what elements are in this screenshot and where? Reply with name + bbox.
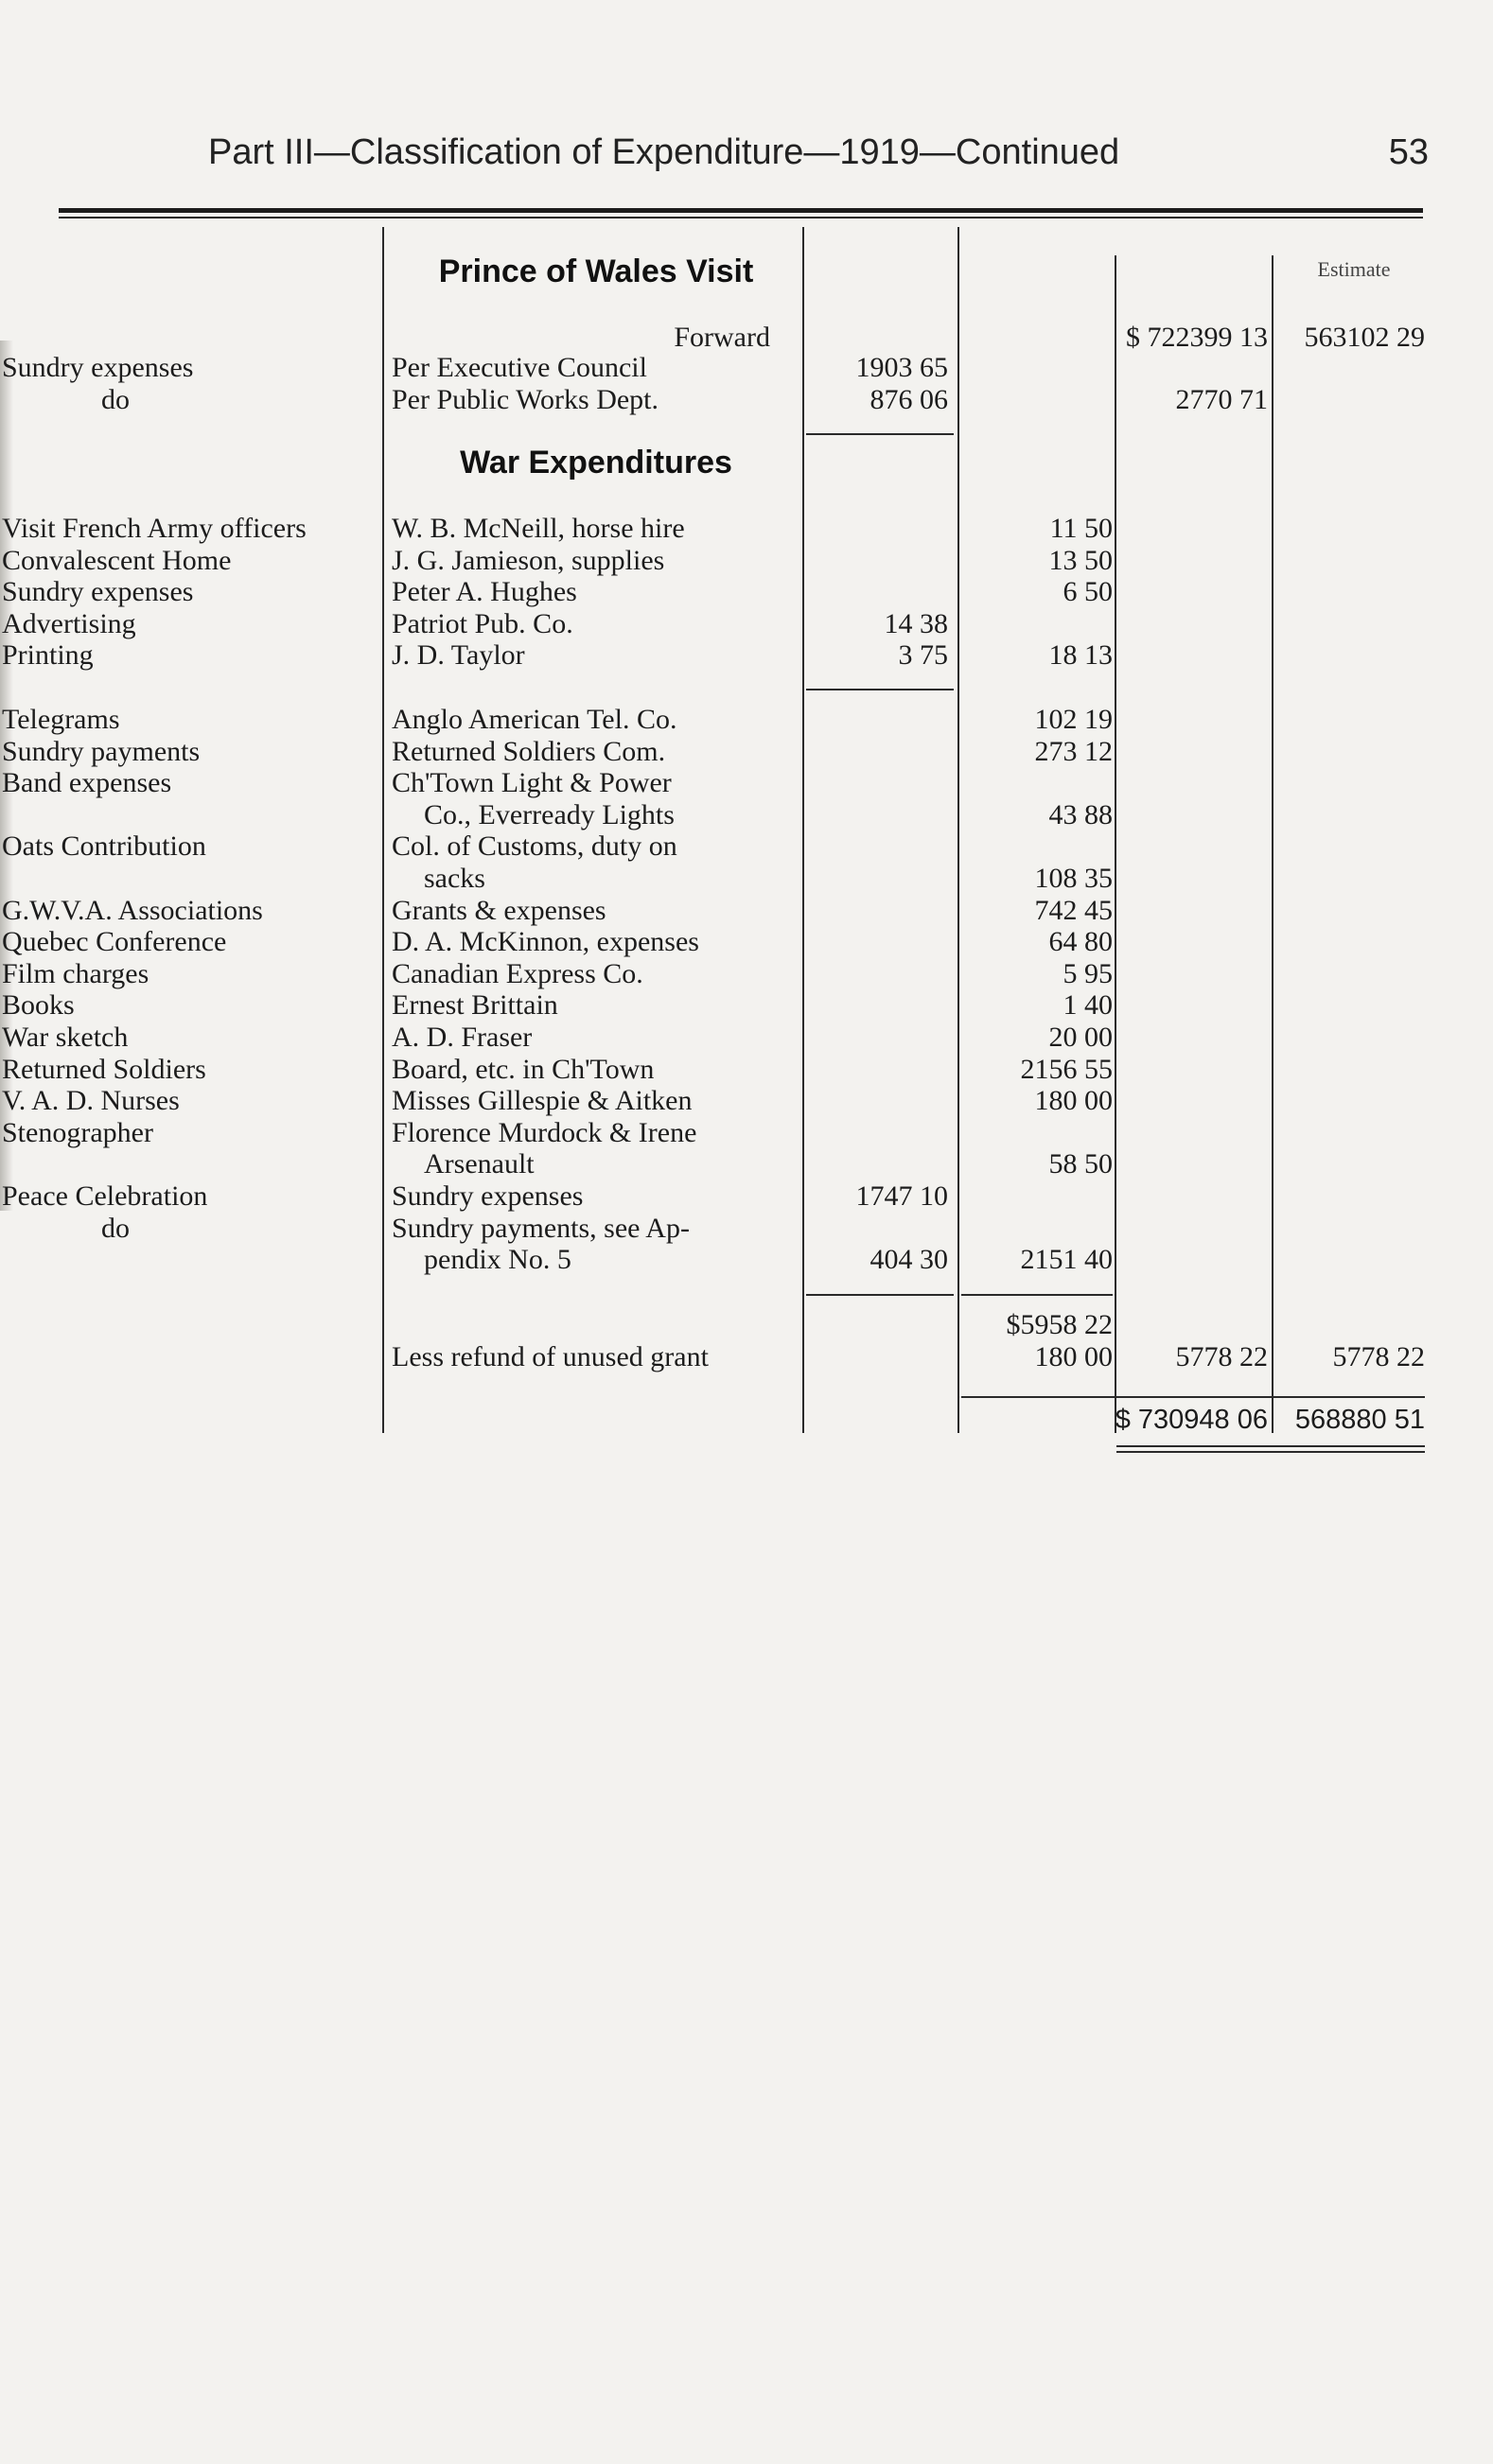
row-label: War sketch <box>2 1022 129 1053</box>
row-label: Quebec Conference <box>2 926 227 957</box>
row-description: Ch'Town Light & Power <box>392 767 672 798</box>
row-description: Sundry payments, see Ap- <box>392 1213 690 1244</box>
amount-col1: 1903 65 <box>855 352 948 383</box>
row-description: sacks <box>424 863 485 894</box>
page-title: Part III—Classification of Expenditure—1919—Continued <box>208 132 1120 172</box>
page-number: 53 <box>1388 132 1429 172</box>
estimate-column-header: Estimate <box>1317 257 1391 281</box>
row-description: Misses Gillespie & Aitken <box>392 1085 693 1116</box>
amount-col2: 108 35 <box>1034 863 1113 894</box>
amount-col2: 18 13 <box>1048 639 1113 671</box>
amount-col2: 1 40 <box>1063 989 1113 1021</box>
amount-col2: 273 12 <box>1034 736 1113 767</box>
row-description: Sundry expenses <box>392 1180 584 1212</box>
amount-col2: 58 50 <box>1048 1148 1113 1180</box>
amount-col2: 13 50 <box>1048 545 1113 576</box>
row-description: J. D. Taylor <box>392 639 525 671</box>
amount-col4: 563102 29 <box>1304 322 1425 353</box>
row-description: Returned Soldiers Com. <box>392 736 666 767</box>
row-label: do <box>101 1213 130 1244</box>
row-description: pendix No. 5 <box>424 1244 571 1275</box>
row-label: V. A. D. Nurses <box>2 1085 180 1116</box>
grand-total-estimate: 568880 51 <box>1294 1405 1425 1435</box>
column-rule <box>1115 255 1116 1433</box>
row-label: do <box>101 384 130 415</box>
amount-col2: 64 80 <box>1048 926 1113 957</box>
net-amount: 5778 22 <box>1175 1341 1268 1372</box>
amount-col2: 180 00 <box>1034 1085 1113 1116</box>
amount-col2: 20 00 <box>1048 1022 1113 1053</box>
row-label: Sundry expenses <box>2 352 194 383</box>
amount-col2: 11 50 <box>1049 513 1113 544</box>
amount-col2: 102 19 <box>1034 704 1113 735</box>
grand-total: $ 730948 06 <box>1115 1405 1268 1435</box>
amount-col2: 5 95 <box>1063 958 1113 989</box>
amount-col2: 742 45 <box>1034 895 1113 926</box>
row-label: Peace Celebration <box>2 1180 208 1212</box>
row-description: Anglo American Tel. Co. <box>392 704 677 735</box>
refund-amount: 180 00 <box>1034 1341 1113 1372</box>
row-description: Peter A. Hughes <box>392 576 577 607</box>
total-rule <box>961 1396 1425 1398</box>
amount-col3: 2770 71 <box>1175 384 1268 415</box>
amount-col2: 2151 40 <box>1020 1244 1113 1275</box>
section-heading-war-expenditures: War Expenditures <box>460 445 732 481</box>
row-label: Convalescent Home <box>2 545 232 576</box>
column-rule <box>957 227 959 1433</box>
header-rule-thin <box>59 217 1423 218</box>
row-description: Col. of Customs, duty on <box>392 830 677 862</box>
subtotal-amount: $5958 22 <box>1006 1309 1113 1340</box>
row-description: A. D. Fraser <box>392 1022 533 1053</box>
amount-col1: 14 38 <box>884 608 948 639</box>
header-rule-thick <box>59 208 1423 213</box>
row-label: Advertising <box>2 608 136 639</box>
row-label: Stenographer <box>2 1117 153 1148</box>
row-label: G.W.V.A. Associations <box>2 895 263 926</box>
row-label: Sundry payments <box>2 736 201 767</box>
row-description: Arsenault <box>424 1148 535 1180</box>
amount-col1: 3 75 <box>898 639 948 671</box>
row-label: Band expenses <box>2 767 172 798</box>
row-description: Per Public Works Dept. <box>392 384 659 415</box>
amount-col3: $ 722399 13 <box>1126 322 1268 353</box>
row-description: Per Executive Council <box>392 352 647 383</box>
column-rule <box>1272 255 1273 1433</box>
row-description: J. G. Jamieson, supplies <box>392 545 665 576</box>
section-heading-prince-of-wales: Prince of Wales Visit <box>438 253 754 289</box>
amount-col1: 404 30 <box>869 1244 948 1275</box>
row-description: Board, etc. in Ch'Town <box>392 1054 655 1085</box>
row-description: Florence Murdock & Irene <box>392 1117 697 1148</box>
row-description: Ernest Brittain <box>392 989 558 1021</box>
amount-col1: 876 06 <box>869 384 948 415</box>
row-label: Books <box>2 989 75 1021</box>
row-label: Returned Soldiers <box>2 1054 206 1085</box>
subtotal-rule <box>806 433 954 435</box>
row-description: Patriot Pub. Co. <box>392 608 573 639</box>
subtotal-rule <box>806 689 954 690</box>
amount-col2: 2156 55 <box>1020 1054 1113 1085</box>
row-description: Canadian Express Co. <box>392 958 643 989</box>
amount-col1: 1747 10 <box>855 1180 948 1212</box>
column-rule <box>802 227 804 1433</box>
subtotal-rule <box>806 1294 954 1296</box>
amount-col2: 6 50 <box>1063 576 1113 607</box>
row-description: D. A. McKinnon, expenses <box>392 926 699 957</box>
net-estimate: 5778 22 <box>1332 1341 1425 1372</box>
row-label: Oats Contribution <box>2 830 206 862</box>
row-label: Telegrams <box>2 704 120 735</box>
row-label: Film charges <box>2 958 149 989</box>
row-description: Grants & expenses <box>392 895 606 926</box>
row-description: Co., Everready Lights <box>424 799 675 830</box>
row-label: Sundry expenses <box>2 576 194 607</box>
row-description: W. B. McNeill, horse hire <box>392 513 685 544</box>
row-label: Visit French Army officers <box>2 513 307 544</box>
column-rule <box>382 227 384 1433</box>
amount-col2: 43 88 <box>1048 799 1113 830</box>
total-double-rule <box>1116 1445 1425 1447</box>
row-description: Forward <box>674 322 770 353</box>
subtotal-rule <box>961 1294 1113 1296</box>
refund-description: Less refund of unused grant <box>392 1341 709 1372</box>
row-label: Printing <box>2 639 94 671</box>
total-double-rule <box>1116 1451 1425 1453</box>
